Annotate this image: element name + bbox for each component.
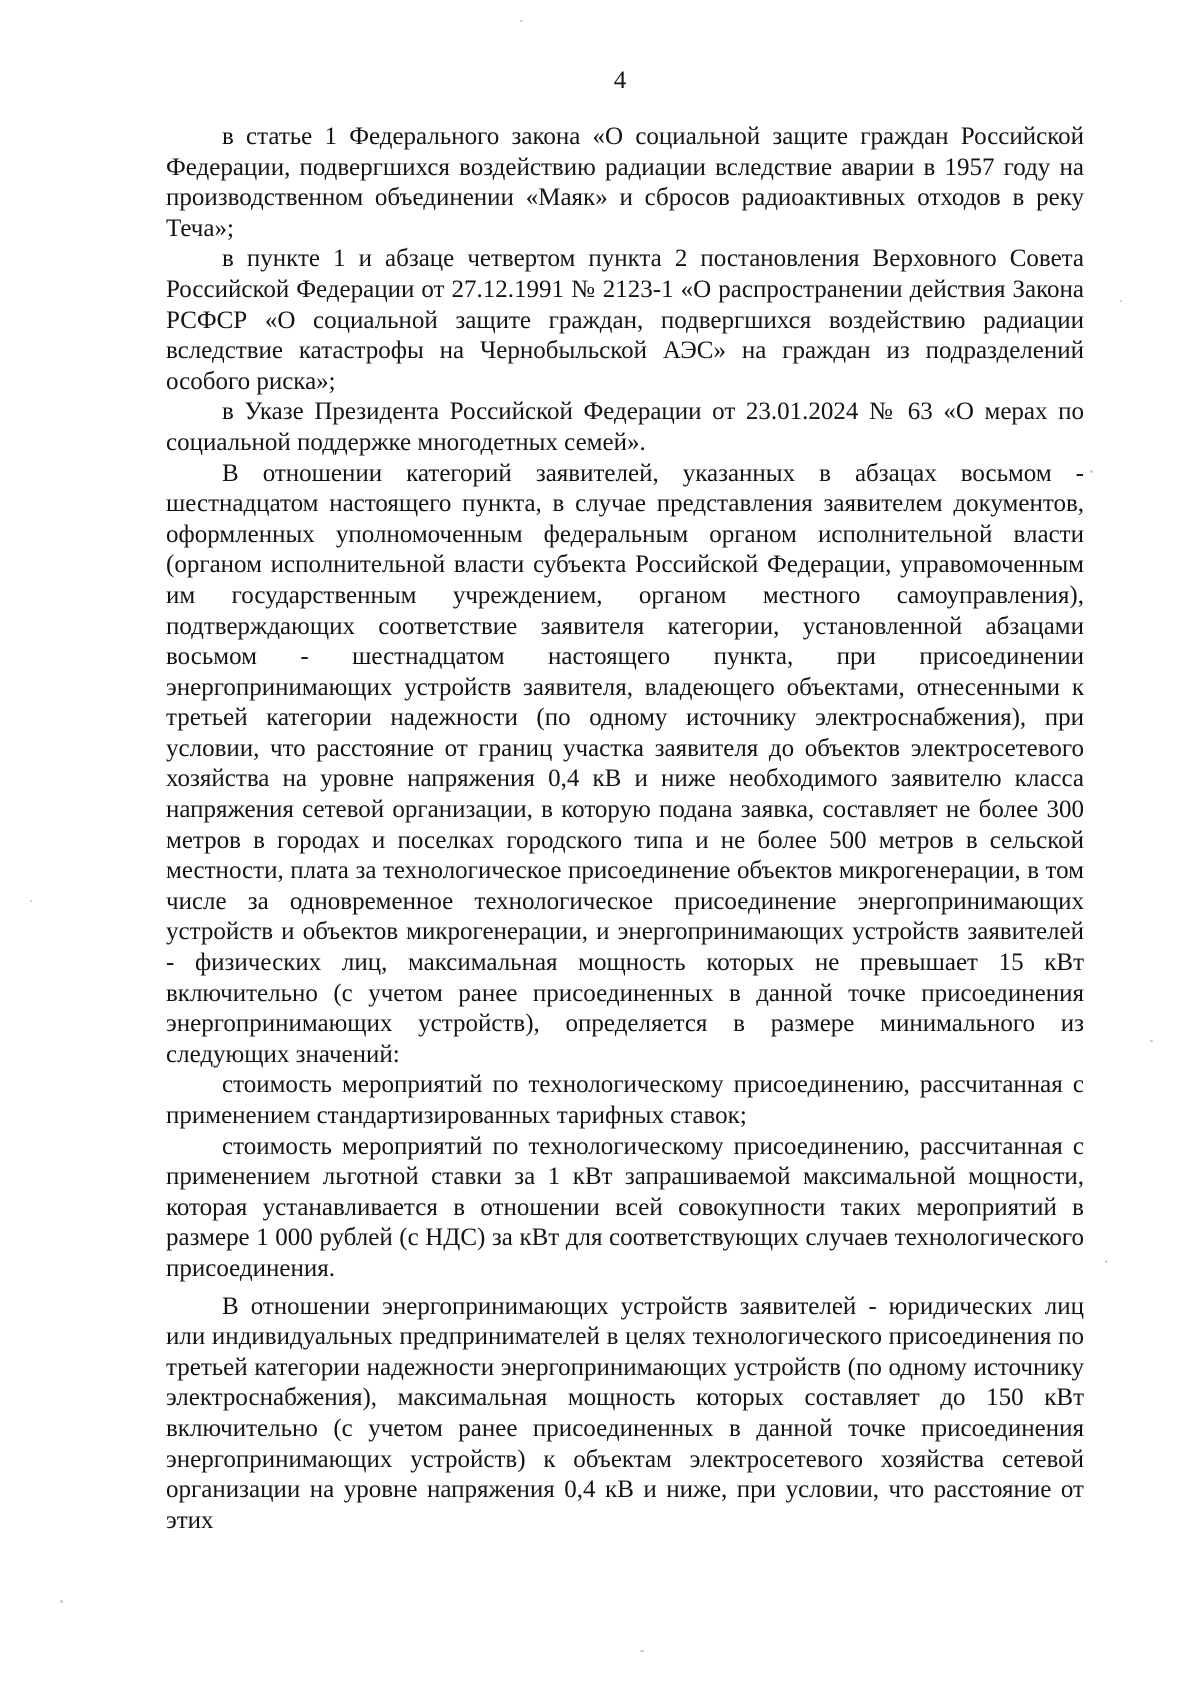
scan-speck xyxy=(30,900,32,902)
scan-speck xyxy=(1105,1260,1107,1263)
scan-speck xyxy=(1120,300,1122,302)
paragraph-standard-rates: стоимость мероприятий по технологическому присоединению, рассчитанная с применением стандартизированных тарифных ставок; xyxy=(166,1071,1084,1129)
paragraph-legal-entities: В отношении энергопринимающих устройств заявителей - юридических лиц или индивидуальных предпринимателей в целях технологического присоединения по третьей категории надежности энергопринимающих устройств (по одному источнику электроснабжения), максимальная мощность которых составляет до 150 кВт включительно (с учетом ранее присоединенных в данной точке присоединения энергопринимающих устройств) к объектам электросетевого хозяйства сетевой организации на уровне напряжения 0,4 кВ и ниже, при условии, что расстояние от этих xyxy=(166,1292,1084,1534)
scan-speck xyxy=(60,1600,63,1603)
scan-speck xyxy=(520,20,523,22)
paragraph-preferential-rate: стоимость мероприятий по технологическому присоединению, рассчитанная с применением льготной ставки за 1 кВт запрашиваемой максимальной мощности, которая устанавливается в отношении всей совокупности таких мероприятий в размере 1 000 рублей (с НДС) за кВт для соответствующих случаев технологического присоединения. xyxy=(166,1132,1084,1282)
body-text xyxy=(166,122,1084,1536)
paragraph-supreme-council-resolution: в пункте 1 и абзаце четвертом пункта 2 постановления Верховного Совета Российской Федерации от 27.12.1991 № 2123-1 «О распространении действия Закона РСФСР «О социальной защите граждан, подвергшихся воздействию радиации вследствие катастрофы на Чернобыльской АЭС» на граждан из подразделений особого риска»; xyxy=(166,245,1084,395)
scan-speck xyxy=(1090,470,1093,473)
scan-speck xyxy=(640,1650,644,1652)
scan-speck xyxy=(1150,1040,1153,1042)
paragraph-applicant-categories: В отношении категорий заявителей, указанных в абзацах восьмом - шестнадцатом настоящего пункта, в случае представления заявителем документов, оформленных уполномоченным федеральным органом исполнительной власти (органом исполнительной власти субъекта Российской Федерации, управомоченным им государственным учреждением, органом местного самоуправления), подтверждающих соответствие заявителя категории, установленной абзацами восьмом - шестнадцатом настоящего пункта, при присоединении энергопринимающих устройств заявителя, владеющего объектами, отнесенными к третьей категории надежности (по одному источнику электроснабжения), при условии, что расстояние от границ участка заявителя до объектов электросетевого хозяйства на уровне напряжения 0,4 кВ и ниже необходимого заявителю класса напряжения сетевой организации, в которую подана заявка, составляет не более 300 метров в городах и поселках городского типа и не более 500 метров в сельской местности, плата за технологическое присоединение объектов микрогенерации, в том числе за одновременное технологическое присоединение энергопринимающих устройств и объектов микрогенерации, и энергопринимающих устройств заявителей - физических лиц, максимальная мощность которых не превышает 15 кВт включительно (с учетом ранее присоединенных в данной точке присоединения энергопринимающих устройств), определяется в размере минимального из следующих значений: xyxy=(166,459,1084,1068)
paragraph-presidential-decree: в Указе Президента Российской Федерации от 23.01.2024 № 63 «О мерах по социальной поддержке многодетных семей». xyxy=(166,398,1084,456)
page-number: 4 xyxy=(613,67,627,94)
paragraph-mayak-law: в статье 1 Федерального закона «О социальной защите граждан Российской Федерации, подвергшихся воздействию радиации вследствие аварии в 1957 году на производственном объединении «Маяк» и сбросов радиоактивных отходов в реку Теча»; xyxy=(166,123,1084,242)
